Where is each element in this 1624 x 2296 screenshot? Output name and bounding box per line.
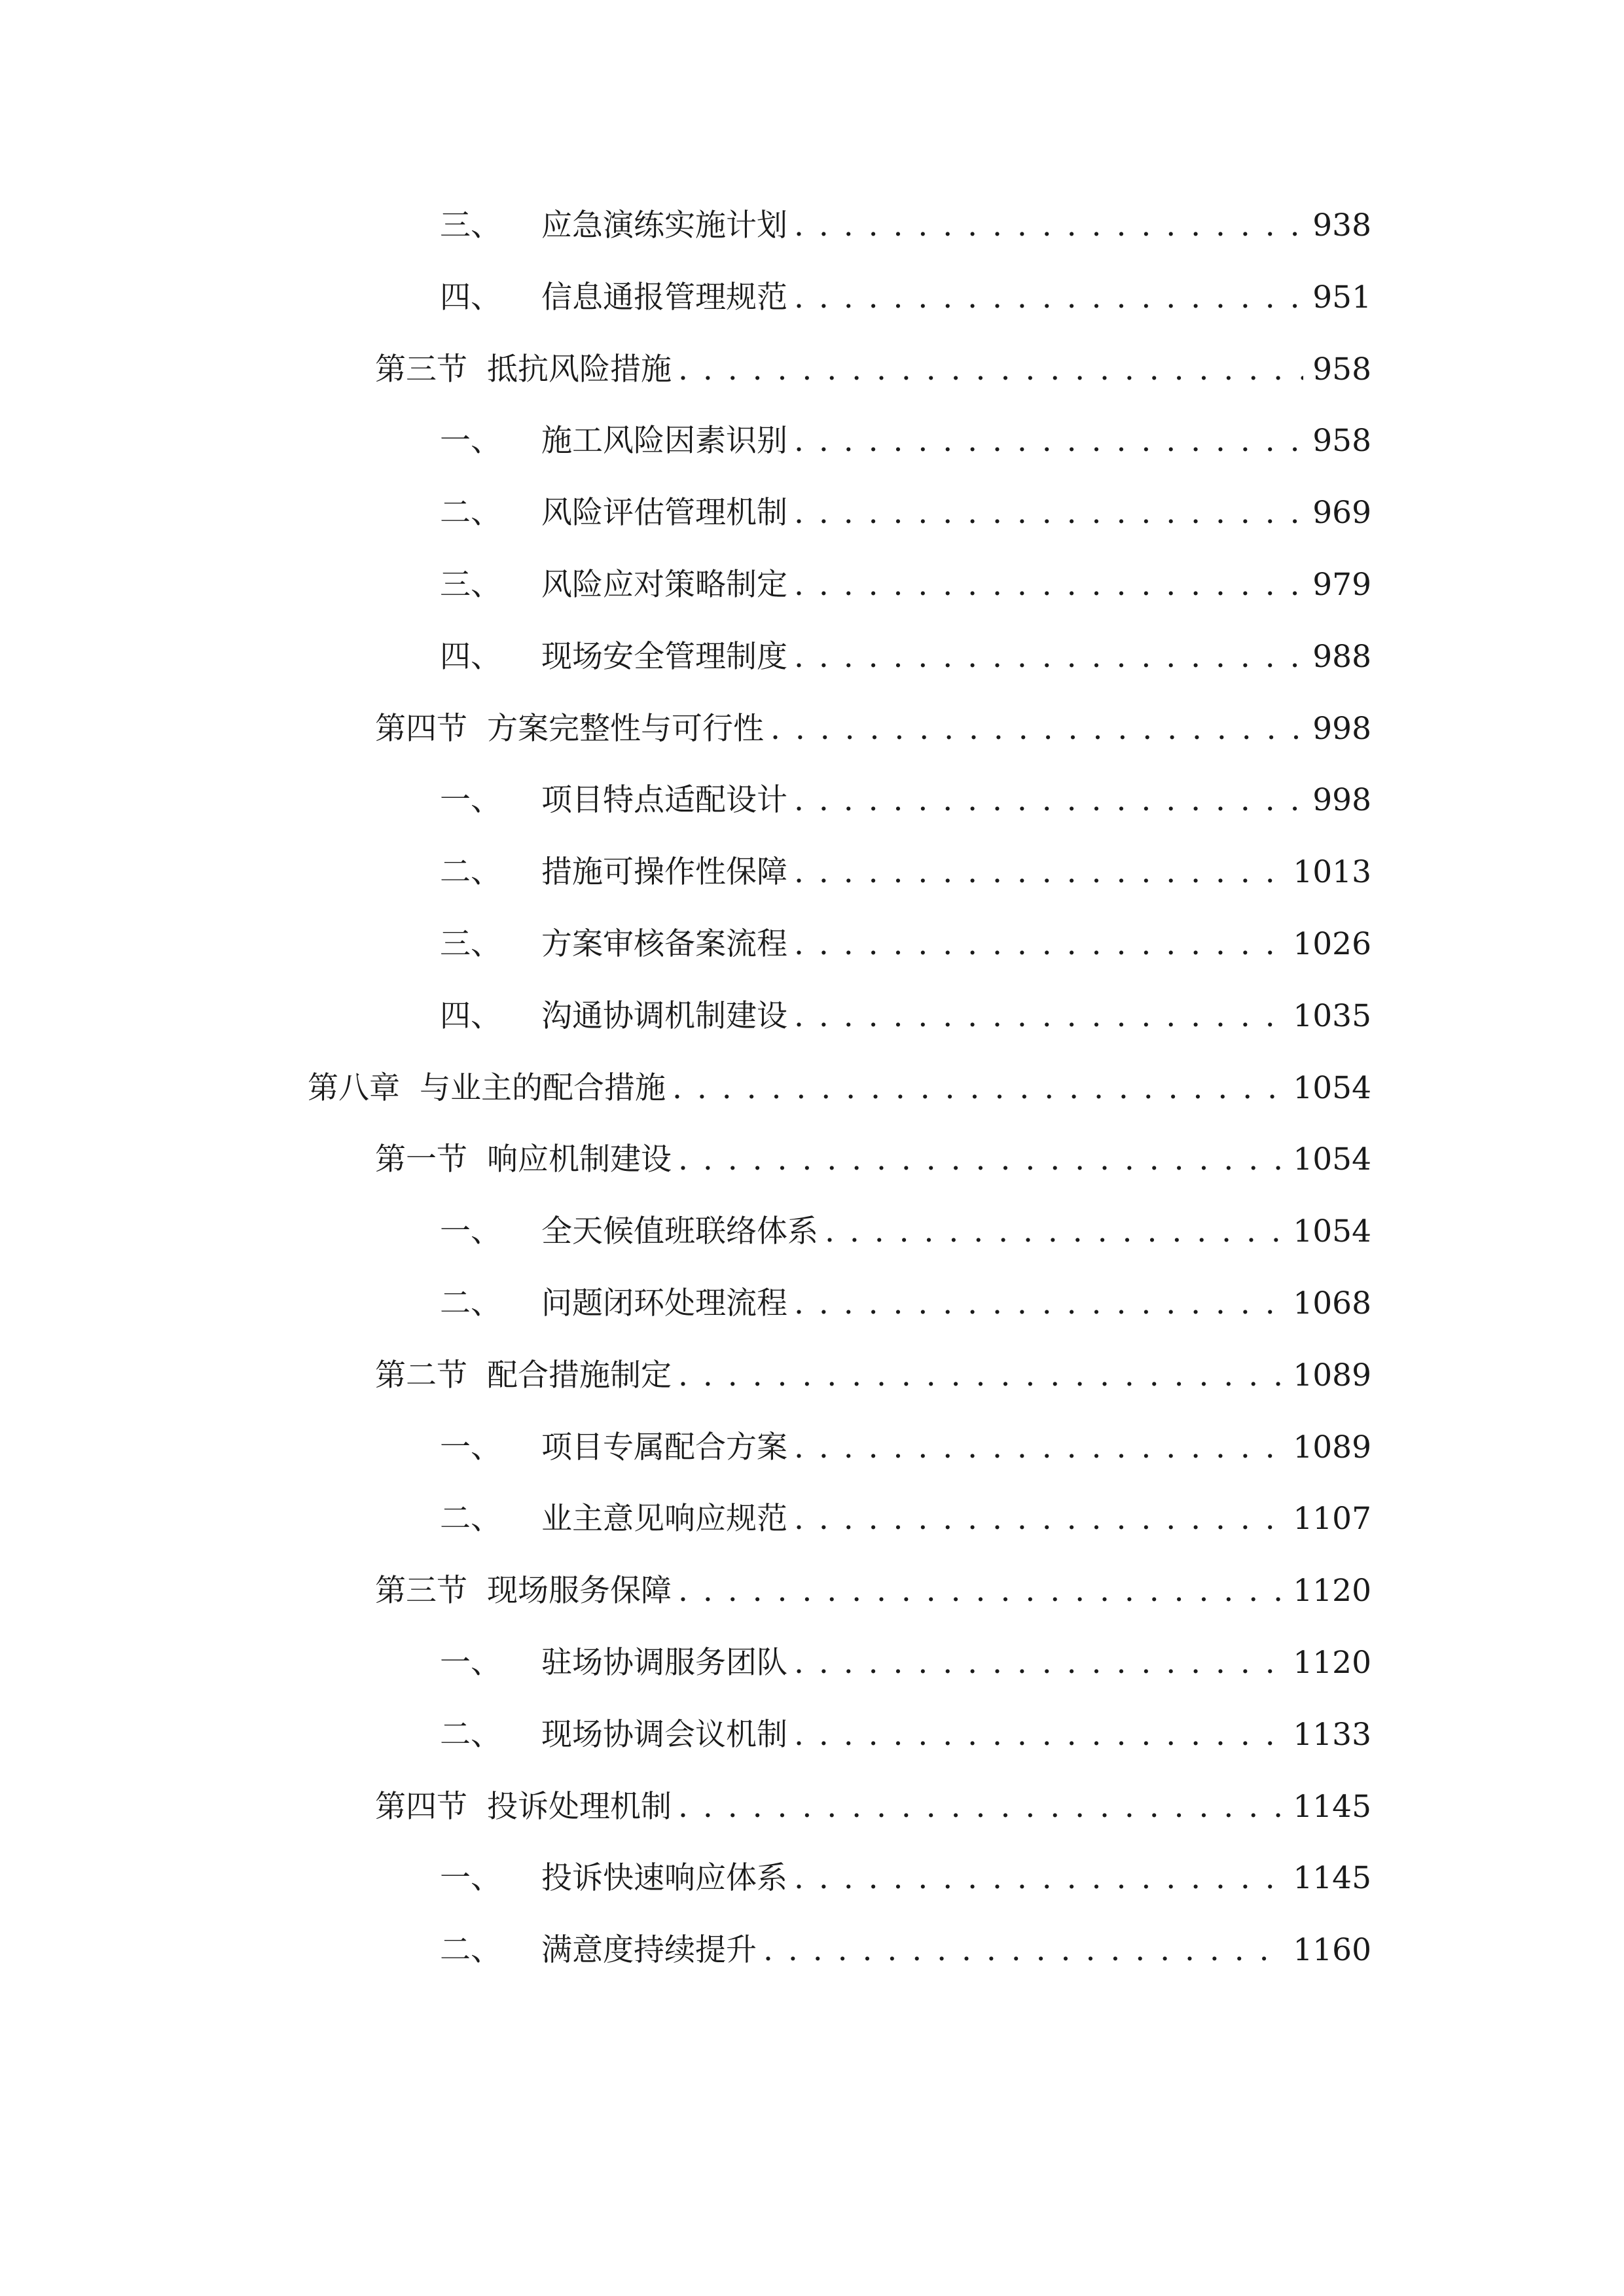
toc-entry-page-number: 1160 xyxy=(1293,1932,1371,1968)
toc-dot-leader xyxy=(794,1842,1284,1914)
toc-dot-leader xyxy=(763,1914,1284,1986)
toc-dot-leader xyxy=(794,836,1284,908)
toc-dot-leader xyxy=(794,1268,1284,1340)
toc-dot-leader xyxy=(678,1124,1284,1196)
toc-entry-prefix: 第四节 xyxy=(375,711,467,747)
toc-dot-leader xyxy=(825,1196,1284,1268)
toc-entry[interactable] xyxy=(440,908,1371,980)
toc-entry-page-number: 998 xyxy=(1312,782,1371,818)
toc-entry-prefix: 二、 xyxy=(440,1932,501,1968)
toc-entry-page-number: 1013 xyxy=(1293,854,1371,890)
toc-dot-leader xyxy=(770,693,1303,765)
toc-entry[interactable] xyxy=(440,1412,1371,1484)
toc-entry-prefix: 二、 xyxy=(440,854,501,890)
toc-entry-title: 投诉快速响应体系 xyxy=(541,1860,787,1896)
toc-entry-page-number: 1054 xyxy=(1293,1141,1371,1177)
toc-dot-leader xyxy=(794,1412,1284,1484)
toc-entry-title: 响应机制建设 xyxy=(487,1141,672,1177)
toc-entry-prefix: 四、 xyxy=(440,279,501,315)
toc-entry-title: 与业主的配合措施 xyxy=(420,1070,666,1106)
toc-entry-prefix: 二、 xyxy=(440,1501,501,1537)
toc-dot-leader xyxy=(794,1699,1284,1771)
toc-entry-prefix: 第四节 xyxy=(375,1789,467,1825)
toc-dot-leader xyxy=(794,764,1303,836)
toc-entry-prefix: 第八章 xyxy=(308,1070,400,1106)
toc-entry-page-number: 938 xyxy=(1312,207,1371,243)
toc-entry[interactable] xyxy=(375,693,1371,765)
toc-entry-title: 抵抗风险措施 xyxy=(487,351,672,387)
toc-entry-title: 现场安全管理制度 xyxy=(541,639,787,675)
toc-entry-title: 项目特点适配设计 xyxy=(541,782,787,818)
toc-entry[interactable] xyxy=(440,1627,1371,1699)
toc-entry[interactable] xyxy=(375,1124,1371,1196)
toc-dot-leader xyxy=(794,477,1303,549)
toc-entry[interactable] xyxy=(440,1699,1371,1771)
toc-entry-prefix: 第三节 xyxy=(375,351,467,387)
toc-entry-title: 沟通协调机制建设 xyxy=(541,998,787,1034)
toc-entry-page-number: 1054 xyxy=(1293,1213,1371,1249)
toc-dot-leader xyxy=(672,1052,1284,1124)
toc-entry[interactable] xyxy=(440,836,1371,908)
toc-entry-prefix: 三、 xyxy=(440,207,501,243)
toc-entry-page-number: 1145 xyxy=(1293,1789,1371,1825)
toc-dot-leader xyxy=(794,621,1303,693)
toc-entry-page-number: 1089 xyxy=(1293,1429,1371,1465)
toc-entry-prefix: 四、 xyxy=(440,998,501,1034)
toc-entry-page-number: 1133 xyxy=(1293,1717,1371,1753)
toc-entry-title: 项目专属配合方案 xyxy=(541,1429,787,1465)
toc-entry-page-number: 988 xyxy=(1312,639,1371,675)
toc-entry-title: 配合措施制定 xyxy=(487,1357,672,1393)
toc-entry-page-number: 958 xyxy=(1312,423,1371,459)
toc-entry-page-number: 951 xyxy=(1312,279,1371,315)
toc-entry-title: 满意度持续提升 xyxy=(541,1932,757,1968)
toc-entry-page-number: 1145 xyxy=(1293,1860,1371,1896)
toc-dot-leader xyxy=(678,1340,1284,1412)
toc-entry[interactable] xyxy=(375,1771,1371,1843)
toc-dot-leader xyxy=(794,190,1303,262)
toc-entry-prefix: 一、 xyxy=(440,423,501,459)
toc-entry-title: 问题闭环处理流程 xyxy=(541,1285,787,1321)
toc-entry-title: 风险评估管理机制 xyxy=(541,495,787,531)
toc-entry-page-number: 979 xyxy=(1312,567,1371,603)
toc-entry-title: 施工风险因素识别 xyxy=(541,423,787,459)
toc-entry-title: 方案完整性与可行性 xyxy=(487,711,764,747)
toc-entry[interactable] xyxy=(440,190,1371,262)
toc-entry-title: 方案审核备案流程 xyxy=(541,926,787,962)
toc-entry-prefix: 二、 xyxy=(440,495,501,531)
toc-entry-title: 现场协调会议机制 xyxy=(541,1717,787,1753)
toc-entry-prefix: 第一节 xyxy=(375,1141,467,1177)
toc-entry-page-number: 1120 xyxy=(1293,1573,1371,1609)
toc-entry-title: 现场服务保障 xyxy=(487,1573,672,1609)
toc-entry[interactable] xyxy=(440,477,1371,549)
toc-dot-leader xyxy=(678,1555,1284,1627)
toc-entry-prefix: 二、 xyxy=(440,1717,501,1753)
toc-entry[interactable] xyxy=(375,1555,1371,1627)
toc-entry-title: 业主意见响应规范 xyxy=(541,1501,787,1537)
toc-entry[interactable] xyxy=(375,334,1371,406)
toc-dot-leader xyxy=(794,405,1303,477)
toc-entry-title: 全天候值班联络体系 xyxy=(541,1213,818,1249)
toc-entry-title: 应急演练实施计划 xyxy=(541,207,787,243)
toc-entry-prefix: 二、 xyxy=(440,1285,501,1321)
toc-entry[interactable] xyxy=(440,1268,1371,1340)
toc-entry-prefix: 一、 xyxy=(440,782,501,818)
toc-entry-title: 驻场协调服务团队 xyxy=(541,1645,787,1681)
toc-entry[interactable] xyxy=(440,405,1371,477)
toc-entry[interactable] xyxy=(440,1483,1371,1555)
toc-entry-page-number: 1107 xyxy=(1293,1501,1371,1537)
toc-entry-page-number: 1068 xyxy=(1293,1285,1371,1321)
toc-entry-title: 信息通报管理规范 xyxy=(541,279,787,315)
toc-entry-title: 投诉处理机制 xyxy=(487,1789,672,1825)
toc-entry-prefix: 三、 xyxy=(440,567,501,603)
toc-dot-leader xyxy=(794,980,1284,1052)
toc-entry-page-number: 969 xyxy=(1312,495,1371,531)
toc-dot-leader xyxy=(794,549,1303,621)
toc-entry-page-number: 958 xyxy=(1312,351,1371,387)
toc-dot-leader xyxy=(678,1771,1284,1843)
toc-entry-prefix: 四、 xyxy=(440,639,501,675)
toc-entry[interactable] xyxy=(440,1196,1371,1268)
toc-entry[interactable] xyxy=(440,1842,1371,1914)
toc-entry-prefix: 一、 xyxy=(440,1860,501,1896)
toc-entry-page-number: 1054 xyxy=(1293,1070,1371,1106)
toc-entry[interactable] xyxy=(440,980,1371,1052)
toc-entry[interactable] xyxy=(440,764,1371,836)
toc-dot-leader xyxy=(794,1483,1284,1555)
toc-entry-page-number: 1089 xyxy=(1293,1357,1371,1393)
toc-entry[interactable] xyxy=(440,262,1371,334)
toc-entry-page-number: 1026 xyxy=(1293,926,1371,962)
toc-dot-leader xyxy=(794,908,1284,980)
toc-entry-page-number: 1120 xyxy=(1293,1645,1371,1681)
toc-entry[interactable] xyxy=(440,549,1371,621)
toc-entry-page-number: 998 xyxy=(1312,711,1371,747)
toc-entry[interactable] xyxy=(440,621,1371,693)
toc-entry[interactable] xyxy=(375,1340,1371,1412)
toc-dot-leader xyxy=(678,334,1303,406)
toc-entry-prefix: 三、 xyxy=(440,926,501,962)
toc-entry-prefix: 一、 xyxy=(440,1645,501,1681)
toc-entry-prefix: 第三节 xyxy=(375,1573,467,1609)
toc-entry-title: 措施可操作性保障 xyxy=(541,854,787,890)
toc-entry-prefix: 一、 xyxy=(440,1213,501,1249)
toc-entry[interactable] xyxy=(440,1914,1371,1986)
toc-entry-page-number: 1035 xyxy=(1293,998,1371,1034)
toc-entry-prefix: 第二节 xyxy=(375,1357,467,1393)
toc-dot-leader xyxy=(794,1627,1284,1699)
toc-entry-prefix: 一、 xyxy=(440,1429,501,1465)
toc-dot-leader xyxy=(794,262,1303,334)
toc-entry[interactable] xyxy=(308,1052,1371,1124)
toc-entry-title: 风险应对策略制定 xyxy=(541,567,787,603)
